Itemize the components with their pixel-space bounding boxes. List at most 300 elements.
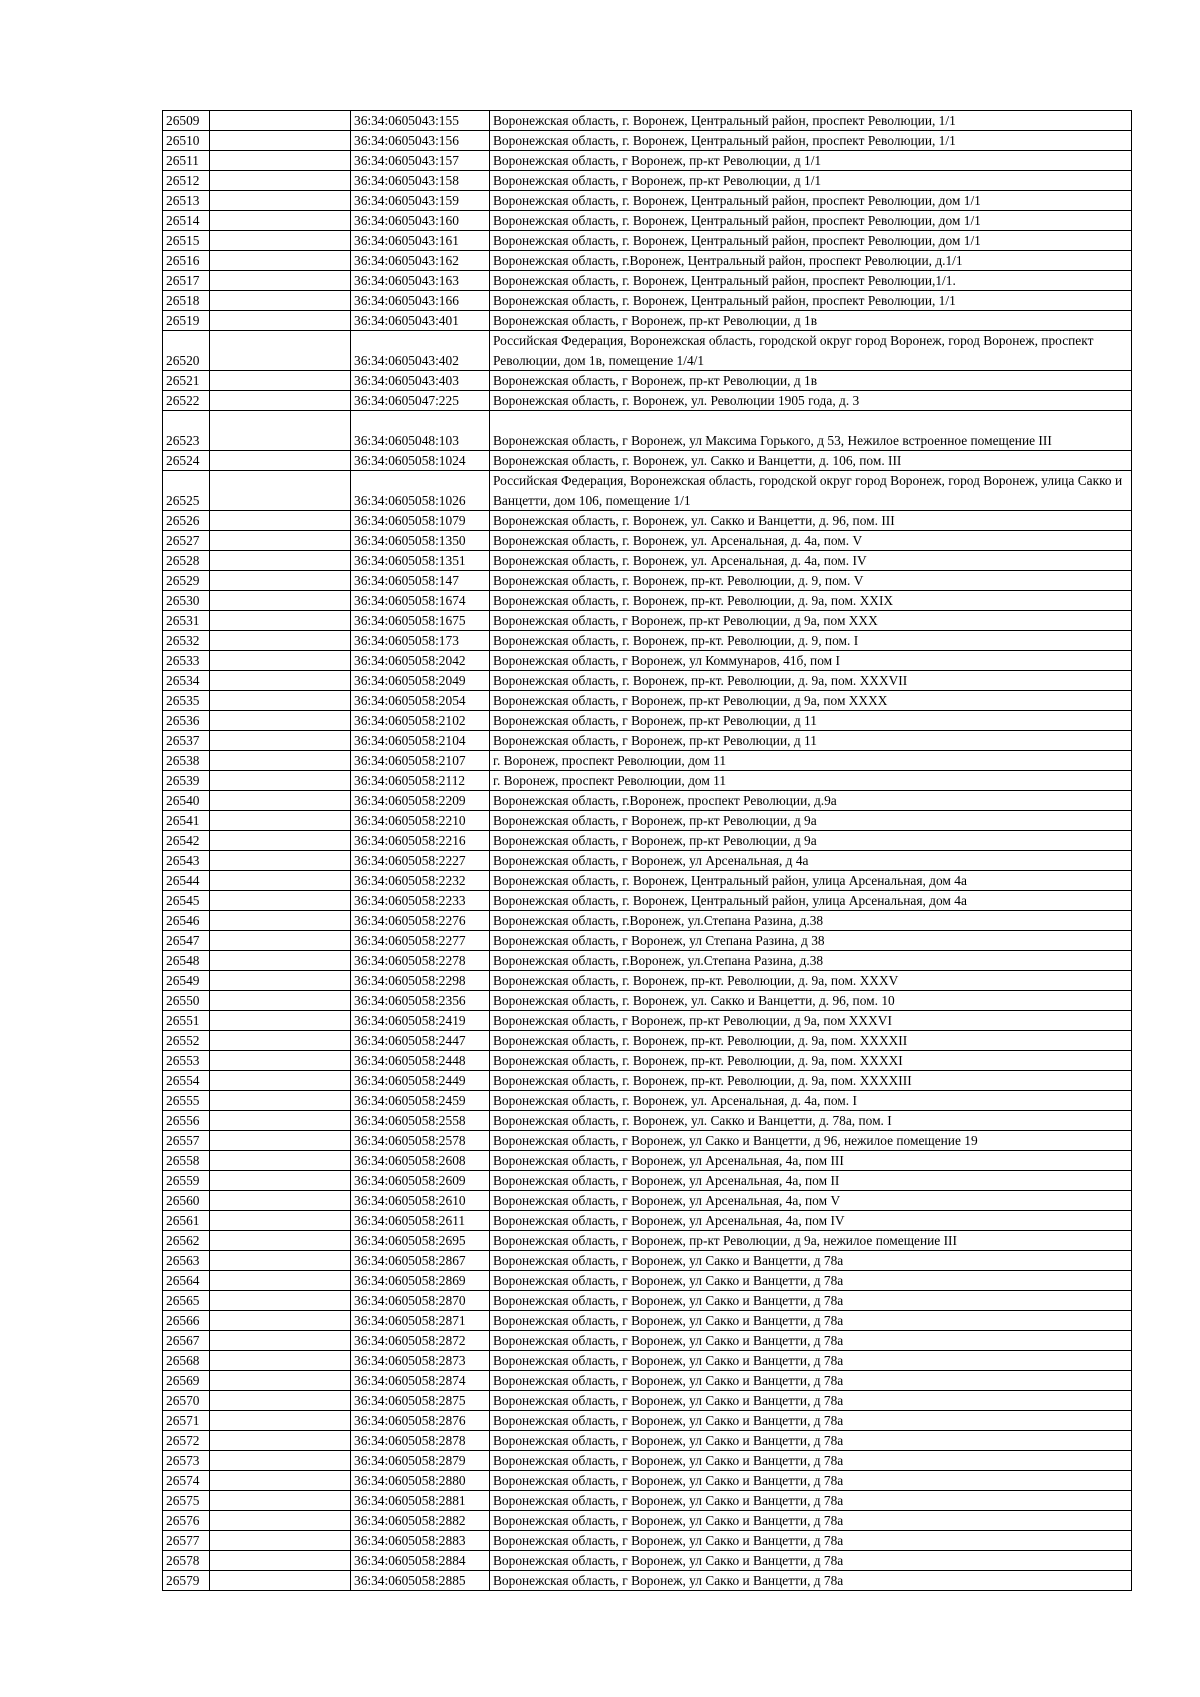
row-number-cell: 26578 (163, 1551, 210, 1571)
address-cell: Воронежская область, г Воронеж, ул Сакко и Ванцетти, д 78а (490, 1451, 1132, 1471)
table-row (163, 871, 1132, 891)
address-cell: Воронежская область, г Воронеж, пр-кт Революции, д 1/1 (490, 151, 1132, 171)
table-row (163, 1551, 1132, 1571)
address-cell: Воронежская область, г Воронеж, пр-кт Революции, д 11 (490, 711, 1132, 731)
empty-cell (210, 171, 351, 191)
cadastral-number-cell: 36:34:0605058:2578 (351, 1131, 490, 1151)
cadastral-number-cell: 36:34:0605058:2448 (351, 1051, 490, 1071)
empty-cell (210, 411, 351, 451)
row-number-cell: 26559 (163, 1171, 210, 1191)
row-number-cell: 26534 (163, 671, 210, 691)
row-number-cell: 26513 (163, 191, 210, 211)
empty-cell (210, 531, 351, 551)
table-row (163, 1071, 1132, 1091)
table-row (163, 651, 1132, 671)
row-number-cell: 26522 (163, 391, 210, 411)
empty-cell (210, 971, 351, 991)
empty-cell (210, 311, 351, 331)
cadastral-number-cell: 36:34:0605058:2276 (351, 911, 490, 931)
address-cell: Воронежская область, г. Воронеж, Центральный район, проспект Революции, дом 1/1 (490, 211, 1132, 231)
row-number-cell: 26521 (163, 371, 210, 391)
table-row (163, 331, 1132, 371)
table-row (163, 1571, 1132, 1591)
row-number-cell: 26557 (163, 1131, 210, 1151)
address-cell: Воронежская область, г. Воронеж, ул. Революции 1905 года, д. 3 (490, 391, 1132, 411)
empty-cell (210, 291, 351, 311)
address-cell: Воронежская область, г Воронеж, ул Арсенальная, 4а, пом II (490, 1171, 1132, 1191)
address-cell: Воронежская область, г Воронеж, ул Сакко и Ванцетти, д 78а (490, 1251, 1132, 1271)
address-cell: Воронежская область, г. Воронеж, пр-кт. Революции, д. 9, пом. I (490, 631, 1132, 651)
table-row (163, 251, 1132, 271)
address-cell: Воронежская область, г.Воронеж, проспект Революции, д.9а (490, 791, 1132, 811)
table-row (163, 271, 1132, 291)
table-row (163, 1091, 1132, 1111)
row-number-cell: 26565 (163, 1291, 210, 1311)
table-row (163, 1111, 1132, 1131)
address-cell: Воронежская область, г Воронеж, пр-кт Революции, д 9а, нежилое помещение III (490, 1231, 1132, 1251)
empty-cell (210, 611, 351, 631)
empty-cell (210, 1451, 351, 1471)
empty-cell (210, 1131, 351, 1151)
row-number-cell: 26531 (163, 611, 210, 631)
empty-cell (210, 951, 351, 971)
row-number-cell: 26530 (163, 591, 210, 611)
cadastral-number-cell: 36:34:0605058:1024 (351, 451, 490, 471)
table-row (163, 1131, 1132, 1151)
empty-cell (210, 1471, 351, 1491)
address-cell: Воронежская область, г. Воронеж, ул. Арсенальная, д. 4а, пом. IV (490, 551, 1132, 571)
table-row (163, 471, 1132, 511)
address-cell: Воронежская область, г Воронеж, ул Сакко и Ванцетти, д 78а (490, 1371, 1132, 1391)
cadastral-number-cell: 36:34:0605058:2356 (351, 991, 490, 1011)
empty-cell (210, 931, 351, 951)
table-row (163, 551, 1132, 571)
empty-cell (210, 1411, 351, 1431)
row-number-cell: 26537 (163, 731, 210, 751)
cadastral-number-cell: 36:34:0605043:401 (351, 311, 490, 331)
table-row (163, 1231, 1132, 1251)
cadastral-number-cell: 36:34:0605058:2102 (351, 711, 490, 731)
row-number-cell: 26577 (163, 1531, 210, 1551)
cadastral-number-cell: 36:34:0605058:2054 (351, 691, 490, 711)
empty-cell (210, 1231, 351, 1251)
address-cell: Воронежская область, г. Воронеж, ул. Сакко и Ванцетти, д. 96, пом. III (490, 511, 1132, 531)
address-cell: Воронежская область, г Воронеж, пр-кт Революции, д 9а, пом XXX (490, 611, 1132, 631)
cadastral-number-cell: 36:34:0605058:2879 (351, 1451, 490, 1471)
row-number-cell: 26553 (163, 1051, 210, 1071)
address-cell: Воронежская область, г Воронеж, ул Сакко и Ванцетти, д 78а (490, 1331, 1132, 1351)
address-cell: Воронежская область, г. Воронеж, Центральный район, проспект Революции, дом 1/1 (490, 231, 1132, 251)
empty-cell (210, 771, 351, 791)
cadastral-number-cell: 36:34:0605058:2869 (351, 1271, 490, 1291)
address-cell: Воронежская область, г.Воронеж, ул.Степана Разина, д.38 (490, 951, 1132, 971)
table-row (163, 851, 1132, 871)
address-cell: Воронежская область, г Воронеж, пр-кт Революции, д 9а, пом XXXX (490, 691, 1132, 711)
table-row (163, 1371, 1132, 1391)
row-number-cell: 26523 (163, 411, 210, 451)
address-cell: Воронежская область, г. Воронеж, пр-кт. Революции, д. 9а, пом. XXXV (490, 971, 1132, 991)
cadastral-number-cell: 36:34:0605058:2873 (351, 1351, 490, 1371)
cadastral-number-cell: 36:34:0605058:1674 (351, 591, 490, 611)
empty-cell (210, 151, 351, 171)
row-number-cell: 26535 (163, 691, 210, 711)
cadastral-number-cell: 36:34:0605043:162 (351, 251, 490, 271)
empty-cell (210, 711, 351, 731)
empty-cell (210, 1511, 351, 1531)
empty-cell (210, 1011, 351, 1031)
row-number-cell: 26547 (163, 931, 210, 951)
cadastral-number-cell: 36:34:0605043:163 (351, 271, 490, 291)
row-number-cell: 26555 (163, 1091, 210, 1111)
address-cell: Воронежская область, г. Воронеж, ул. Сакко и Ванцетти, д. 78а, пом. I (490, 1111, 1132, 1131)
empty-cell (210, 751, 351, 771)
cadastral-number-cell: 36:34:0605058:2112 (351, 771, 490, 791)
row-number-cell: 26574 (163, 1471, 210, 1491)
table-row (163, 811, 1132, 831)
address-cell: Воронежская область, г Воронеж, ул Сакко и Ванцетти, д 78а (490, 1351, 1132, 1371)
table-body (163, 111, 1132, 1591)
row-number-cell: 26510 (163, 131, 210, 151)
cadastral-number-cell: 36:34:0605058:2447 (351, 1031, 490, 1051)
address-cell: Воронежская область, г Воронеж, ул Сакко и Ванцетти, д 78а (490, 1471, 1132, 1491)
cadastral-number-cell: 36:34:0605058:2298 (351, 971, 490, 991)
empty-cell (210, 1271, 351, 1291)
cadastral-number-cell: 36:34:0605058:2216 (351, 831, 490, 851)
address-cell: Воронежская область, г. Воронеж, Центральный район, проспект Революции, дом 1/1 (490, 191, 1132, 211)
empty-cell (210, 211, 351, 231)
empty-cell (210, 631, 351, 651)
cadastral-number-cell: 36:34:0605043:161 (351, 231, 490, 251)
address-cell: Воронежская область, г Воронеж, ул Сакко и Ванцетти, д 96, нежилое помещение 19 (490, 1131, 1132, 1151)
empty-cell (210, 571, 351, 591)
property-registry-table (162, 110, 1132, 1591)
row-number-cell: 26533 (163, 651, 210, 671)
table-row (163, 1211, 1132, 1231)
empty-cell (210, 1091, 351, 1111)
row-number-cell: 26545 (163, 891, 210, 911)
empty-cell (210, 1311, 351, 1331)
row-number-cell: 26509 (163, 111, 210, 131)
empty-cell (210, 1431, 351, 1451)
address-cell: Воронежская область, г. Воронеж, ул. Сакко и Ванцетти, д. 96, пом. 10 (490, 991, 1132, 1011)
cadastral-number-cell: 36:34:0605058:1350 (351, 531, 490, 551)
row-number-cell: 26526 (163, 511, 210, 531)
cadastral-number-cell: 36:34:0605058:1675 (351, 611, 490, 631)
row-number-cell: 26567 (163, 1331, 210, 1351)
row-number-cell: 26562 (163, 1231, 210, 1251)
table-row (163, 531, 1132, 551)
row-number-cell: 26519 (163, 311, 210, 331)
row-number-cell: 26525 (163, 471, 210, 511)
row-number-cell: 26528 (163, 551, 210, 571)
address-cell: Воронежская область, г Воронеж, ул Сакко и Ванцетти, д 78а (490, 1531, 1132, 1551)
cadastral-number-cell: 36:34:0605058:2609 (351, 1171, 490, 1191)
empty-cell (210, 1071, 351, 1091)
address-cell: Воронежская область, г Воронеж, ул Сакко и Ванцетти, д 78а (490, 1431, 1132, 1451)
empty-cell (210, 851, 351, 871)
address-cell: Воронежская область, г. Воронеж, ул. Арсенальная, д. 4а, пом. I (490, 1091, 1132, 1111)
address-cell: Воронежская область, г Воронеж, ул Арсенальная, д 4а (490, 851, 1132, 871)
address-cell: Воронежская область, г Воронеж, ул Сакко и Ванцетти, д 78а (490, 1411, 1132, 1431)
table-row (163, 371, 1132, 391)
address-cell: Воронежская область, г Воронеж, ул Сакко и Ванцетти, д 78а (490, 1551, 1132, 1571)
cadastral-number-cell: 36:34:0605043:402 (351, 331, 490, 371)
row-number-cell: 26558 (163, 1151, 210, 1171)
table-row (163, 131, 1132, 151)
empty-cell (210, 331, 351, 371)
row-number-cell: 26569 (163, 1371, 210, 1391)
row-number-cell: 26536 (163, 711, 210, 731)
empty-cell (210, 251, 351, 271)
address-cell: Воронежская область, г Воронеж, ул Коммунаров, 41б, пом I (490, 651, 1132, 671)
empty-cell (210, 1571, 351, 1591)
table-row (163, 1171, 1132, 1191)
address-cell: Воронежская область, г Воронеж, пр-кт Революции, д 1в (490, 371, 1132, 391)
address-cell: Российская Федерация, Воронежская область, городской округ город Воронеж, город Воронеж, проспект Революции, дом 1в, помещение 1/4/1 (490, 331, 1132, 371)
table-row (163, 411, 1132, 451)
table-row (163, 1331, 1132, 1351)
row-number-cell: 26515 (163, 231, 210, 251)
empty-cell (210, 1111, 351, 1131)
address-cell: Воронежская область, г.Воронеж, ул.Степана Разина, д.38 (490, 911, 1132, 931)
empty-cell (210, 1211, 351, 1231)
empty-cell (210, 1551, 351, 1571)
cadastral-number-cell: 36:34:0605058:2107 (351, 751, 490, 771)
empty-cell (210, 731, 351, 751)
cadastral-number-cell: 36:34:0605058:2558 (351, 1111, 490, 1131)
row-number-cell: 26539 (163, 771, 210, 791)
row-number-cell: 26573 (163, 1451, 210, 1471)
empty-cell (210, 131, 351, 151)
table-row (163, 151, 1132, 171)
table-row (163, 1431, 1132, 1451)
row-number-cell: 26518 (163, 291, 210, 311)
table-row (163, 771, 1132, 791)
row-number-cell: 26561 (163, 1211, 210, 1231)
table-row (163, 1291, 1132, 1311)
empty-cell (210, 871, 351, 891)
cadastral-number-cell: 36:34:0605043:166 (351, 291, 490, 311)
table-row (163, 1491, 1132, 1511)
empty-cell (210, 371, 351, 391)
empty-cell (210, 1191, 351, 1211)
cadastral-number-cell: 36:34:0605058:2882 (351, 1511, 490, 1531)
row-number-cell: 26550 (163, 991, 210, 1011)
empty-cell (210, 1491, 351, 1511)
table-row (163, 1391, 1132, 1411)
table-row (163, 631, 1132, 651)
empty-cell (210, 831, 351, 851)
cadastral-number-cell: 36:34:0605058:2876 (351, 1411, 490, 1431)
row-number-cell: 26554 (163, 1071, 210, 1091)
cadastral-number-cell: 36:34:0605058:2880 (351, 1471, 490, 1491)
cadastral-number-cell: 36:34:0605043:403 (351, 371, 490, 391)
address-cell: Воронежская область, г Воронеж, ул Максима Горького, д 53, Нежилое встроенное помещение III (490, 411, 1132, 451)
row-number-cell: 26564 (163, 1271, 210, 1291)
table-row (163, 1411, 1132, 1431)
empty-cell (210, 1151, 351, 1171)
empty-cell (210, 191, 351, 211)
row-number-cell: 26529 (163, 571, 210, 591)
row-number-cell: 26575 (163, 1491, 210, 1511)
empty-cell (210, 111, 351, 131)
address-cell: Воронежская область, г. Воронеж, Центральный район, проспект Революции, 1/1 (490, 291, 1132, 311)
address-cell: Воронежская область, г Воронеж, пр-кт Революции, д 9а, пом XXXVI (490, 1011, 1132, 1031)
address-cell: Воронежская область, г Воронеж, ул Арсенальная, 4а, пом V (490, 1191, 1132, 1211)
row-number-cell: 26579 (163, 1571, 210, 1591)
row-number-cell: 26576 (163, 1511, 210, 1531)
empty-cell (210, 231, 351, 251)
address-cell: Воронежская область, г. Воронеж, пр-кт. Революции, д. 9а, пом. XXXXII (490, 1031, 1132, 1051)
address-cell: Воронежская область, г. Воронеж, ул. Арсенальная, д. 4а, пом. V (490, 531, 1132, 551)
address-cell: Воронежская область, г. Воронеж, Центральный район, улица Арсенальная, дом 4а (490, 871, 1132, 891)
table-row (163, 111, 1132, 131)
address-cell: Воронежская область, г Воронеж, пр-кт Революции, д 1в (490, 311, 1132, 331)
empty-cell (210, 1031, 351, 1051)
row-number-cell: 26543 (163, 851, 210, 871)
empty-cell (210, 811, 351, 831)
cadastral-number-cell: 36:34:0605058:2872 (351, 1331, 490, 1351)
address-cell: Воронежская область, г. Воронеж, пр-кт. Революции, д. 9а, пом. XXXXI (490, 1051, 1132, 1071)
cadastral-number-cell: 36:34:0605047:225 (351, 391, 490, 411)
table-row (163, 971, 1132, 991)
row-number-cell: 26517 (163, 271, 210, 291)
empty-cell (210, 1351, 351, 1371)
cadastral-number-cell: 36:34:0605058:2883 (351, 1531, 490, 1551)
address-cell: Воронежская область, г. Воронеж, Центральный район, проспект Революции,1/1. (490, 271, 1132, 291)
cadastral-number-cell: 36:34:0605058:2049 (351, 671, 490, 691)
address-cell: Воронежская область, г Воронеж, ул Сакко и Ванцетти, д 78а (490, 1311, 1132, 1331)
empty-cell (210, 1291, 351, 1311)
table-row (163, 571, 1132, 591)
cadastral-number-cell: 36:34:0605058:2210 (351, 811, 490, 831)
table-row (163, 211, 1132, 231)
cadastral-number-cell: 36:34:0605043:155 (351, 111, 490, 131)
table-row (163, 1351, 1132, 1371)
empty-cell (210, 651, 351, 671)
address-cell: Воронежская область, г. Воронеж, Центральный район, улица Арсенальная, дом 4а (490, 891, 1132, 911)
table-row (163, 291, 1132, 311)
empty-cell (210, 271, 351, 291)
cadastral-number-cell: 36:34:0605058:2232 (351, 871, 490, 891)
table-row (163, 1051, 1132, 1071)
table-row (163, 1271, 1132, 1291)
cadastral-number-cell: 36:34:0605058:2875 (351, 1391, 490, 1411)
row-number-cell: 26516 (163, 251, 210, 271)
cadastral-number-cell: 36:34:0605058:1351 (351, 551, 490, 571)
table-row (163, 1191, 1132, 1211)
address-cell: Воронежская область, г Воронеж, ул Сакко и Ванцетти, д 78а (490, 1511, 1132, 1531)
table-row (163, 451, 1132, 471)
row-number-cell: 26520 (163, 331, 210, 371)
cadastral-number-cell: 36:34:0605058:173 (351, 631, 490, 651)
row-number-cell: 26532 (163, 631, 210, 651)
cadastral-number-cell: 36:34:0605043:158 (351, 171, 490, 191)
table-row (163, 1511, 1132, 1531)
row-number-cell: 26524 (163, 451, 210, 471)
cadastral-number-cell: 36:34:0605058:2608 (351, 1151, 490, 1171)
table-row (163, 891, 1132, 911)
cadastral-number-cell: 36:34:0605058:2233 (351, 891, 490, 911)
cadastral-number-cell: 36:34:0605058:2277 (351, 931, 490, 951)
address-cell: Воронежская область, г Воронеж, ул Сакко и Ванцетти, д 78а (490, 1271, 1132, 1291)
empty-cell (210, 591, 351, 611)
table-row (163, 751, 1132, 771)
table-row (163, 951, 1132, 971)
row-number-cell: 26540 (163, 791, 210, 811)
empty-cell (210, 791, 351, 811)
empty-cell (210, 451, 351, 471)
cadastral-number-cell: 36:34:0605058:2695 (351, 1231, 490, 1251)
cadastral-number-cell: 36:34:0605058:2209 (351, 791, 490, 811)
row-number-cell: 26548 (163, 951, 210, 971)
address-cell: Воронежская область, г Воронеж, ул Сакко и Ванцетти, д 78а (490, 1291, 1132, 1311)
address-cell: Воронежская область, г. Воронеж, пр-кт. Революции, д. 9а, пом. XXXVII (490, 671, 1132, 691)
address-cell: Российская Федерация, Воронежская область, городской округ город Воронеж, город Воронеж, улица Сакко и Ванцетти, дом 106, помещение 1/1 (490, 471, 1132, 511)
cadastral-number-cell: 36:34:0605058:2449 (351, 1071, 490, 1091)
table-row (163, 791, 1132, 811)
cadastral-number-cell: 36:34:0605043:156 (351, 131, 490, 151)
table-row (163, 511, 1132, 531)
address-cell: Воронежская область, г. Воронеж, ул. Сакко и Ванцетти, д. 106, пом. III (490, 451, 1132, 471)
table-row (163, 391, 1132, 411)
cadastral-number-cell: 36:34:0605058:2874 (351, 1371, 490, 1391)
address-cell: Воронежская область, г Воронеж, пр-кт Революции, д 11 (490, 731, 1132, 751)
cadastral-number-cell: 36:34:0605043:157 (351, 151, 490, 171)
empty-cell (210, 1391, 351, 1411)
address-cell: Воронежская область, г. Воронеж, пр-кт. Революции, д. 9а, пом. XXXXIII (490, 1071, 1132, 1091)
table-row (163, 1311, 1132, 1331)
cadastral-number-cell: 36:34:0605058:2878 (351, 1431, 490, 1451)
table-row (163, 1031, 1132, 1051)
table-row (163, 1251, 1132, 1271)
cadastral-number-cell: 36:34:0605058:2610 (351, 1191, 490, 1211)
address-cell: Воронежская область, г Воронеж, пр-кт Революции, д 9а (490, 831, 1132, 851)
address-cell: Воронежская область, г Воронеж, ул Сакко и Ванцетти, д 78а (490, 1491, 1132, 1511)
row-number-cell: 26538 (163, 751, 210, 771)
address-cell: Воронежская область, г. Воронеж, Центральный район, проспект Революции, 1/1 (490, 131, 1132, 151)
empty-cell (210, 691, 351, 711)
table-row (163, 611, 1132, 631)
table-row (163, 311, 1132, 331)
row-number-cell: 26552 (163, 1031, 210, 1051)
table-row (163, 191, 1132, 211)
address-cell: г. Воронеж, проспект Революции, дом 11 (490, 751, 1132, 771)
table-row (163, 991, 1132, 1011)
address-cell: Воронежская область, г Воронеж, пр-кт Революции, д 9а (490, 811, 1132, 831)
row-number-cell: 26544 (163, 871, 210, 891)
empty-cell (210, 891, 351, 911)
row-number-cell: 26511 (163, 151, 210, 171)
table-row (163, 1451, 1132, 1471)
empty-cell (210, 991, 351, 1011)
cadastral-number-cell: 36:34:0605043:159 (351, 191, 490, 211)
cadastral-number-cell: 36:34:0605058:2867 (351, 1251, 490, 1271)
table-row (163, 1531, 1132, 1551)
cadastral-number-cell: 36:34:0605058:2611 (351, 1211, 490, 1231)
empty-cell (210, 1251, 351, 1271)
empty-cell (210, 1531, 351, 1551)
table-row (163, 671, 1132, 691)
cadastral-number-cell: 36:34:0605043:160 (351, 211, 490, 231)
address-cell: Воронежская область, г. Воронеж, Центральный район, проспект Революции, 1/1 (490, 111, 1132, 131)
address-cell: Воронежская область, г.Воронеж, Центральный район, проспект Революции, д.1/1 (490, 251, 1132, 271)
cadastral-number-cell: 36:34:0605058:1026 (351, 471, 490, 511)
cadastral-number-cell: 36:34:0605058:2884 (351, 1551, 490, 1571)
cadastral-number-cell: 36:34:0605048:103 (351, 411, 490, 451)
address-cell: Воронежская область, г. Воронеж, пр-кт. Революции, д. 9, пом. V (490, 571, 1132, 591)
cadastral-number-cell: 36:34:0605058:2104 (351, 731, 490, 751)
